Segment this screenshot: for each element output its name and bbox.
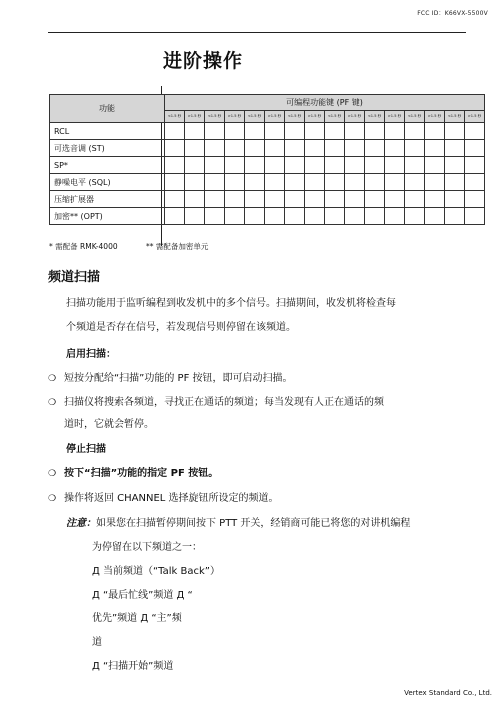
start-scan-heading: 启用扫描： <box>66 349 116 360</box>
table-cell <box>245 208 265 225</box>
table-cell <box>345 123 365 140</box>
header-rule <box>48 32 466 33</box>
function-name: 可选音调 (ST) <box>50 140 165 157</box>
option-line-1: Д 当前频道（“Talk Back”） <box>92 566 220 577</box>
table-cell <box>305 140 325 157</box>
table-cell <box>425 191 445 208</box>
function-name: RCL <box>50 123 165 140</box>
table-row <box>50 191 485 208</box>
intro-line-2: 个频道是否存在信号，若发现信号则停留在该频道。 <box>66 322 296 333</box>
note-text-2: 为停留在以下频道之一： <box>92 542 202 553</box>
table-cell <box>385 123 405 140</box>
table-cell <box>205 174 225 191</box>
start-bullet-1-text: 短按分配给“扫描”功能的 PF 按钮，即可启动扫描。 <box>64 373 293 384</box>
table-row <box>50 123 485 140</box>
table-cell <box>465 174 485 191</box>
table-cell <box>265 174 285 191</box>
table-cell <box>445 140 465 157</box>
press-duration-header: >1.5 秒 <box>305 110 325 122</box>
intro-line-1: 扫描功能用于监听编程到收发机中的多个信号。扫描期间，收发机将检查每 <box>66 298 396 309</box>
table-cell <box>365 174 385 191</box>
table-cell <box>285 191 305 208</box>
table-cell <box>285 174 305 191</box>
table-cell <box>245 174 265 191</box>
press-duration-header: <1.5 秒 <box>365 110 385 122</box>
table-cell <box>165 140 185 157</box>
table-cell <box>205 191 225 208</box>
table-cell <box>385 140 405 157</box>
table-cell <box>185 208 205 225</box>
table-cell <box>225 140 245 157</box>
table-cell <box>325 208 345 225</box>
pf-key-table <box>49 94 485 225</box>
table-cell <box>425 140 445 157</box>
table-cell <box>425 123 445 140</box>
note <box>66 514 410 529</box>
table-cell <box>285 157 305 174</box>
table-body <box>50 123 485 225</box>
start-bullet-1 <box>48 369 293 384</box>
table-cell <box>165 174 185 191</box>
table-cell <box>405 123 425 140</box>
table-cell <box>405 157 425 174</box>
table-cell <box>185 157 205 174</box>
press-duration-header: <1.5 秒 <box>245 110 265 122</box>
press-duration-header: >1.5 秒 <box>425 110 445 122</box>
table-cell <box>445 191 465 208</box>
table-cell <box>225 191 245 208</box>
table-cell <box>165 191 185 208</box>
table-cell <box>265 208 285 225</box>
table-cell <box>205 123 225 140</box>
table-cell <box>385 191 405 208</box>
table-cell <box>385 208 405 225</box>
stop-bullet-2-text: 操作将返回 CHANNEL 选择旋钮所设定的频道。 <box>64 493 279 504</box>
footnote-rmk: * 需配备 RMK-4000 <box>49 242 118 251</box>
start-bullet-2 <box>48 393 384 408</box>
table-cell <box>465 123 485 140</box>
table-cell <box>225 123 245 140</box>
press-duration-header: >1.5 秒 <box>225 110 245 122</box>
stop-bullet-1-text: 按下“扫描”功能的指定 PF 按钮。 <box>64 468 219 479</box>
table-cell <box>465 191 485 208</box>
fcc-id: FCC ID：K66VX-5500V <box>417 10 488 17</box>
table-cell <box>265 123 285 140</box>
footer-company: Vertex Standard Co., Ltd. <box>404 689 492 697</box>
table-cell <box>225 157 245 174</box>
table-cell <box>305 123 325 140</box>
table-cell <box>185 174 205 191</box>
bullet-circle-icon: ❍ <box>48 374 57 384</box>
table-cell <box>365 123 385 140</box>
table-cell <box>465 140 485 157</box>
table-cell <box>245 191 265 208</box>
option-line-4: 道 <box>92 637 102 648</box>
table-cell <box>425 174 445 191</box>
table-cell <box>465 208 485 225</box>
table-cell <box>465 157 485 174</box>
table-cell <box>425 208 445 225</box>
function-name: 加密** (OPT) <box>50 208 165 225</box>
table-cell <box>325 140 345 157</box>
table-cell <box>265 157 285 174</box>
table-row <box>50 140 485 157</box>
table-cell <box>205 140 225 157</box>
press-duration-header: <1.5 秒 <box>165 110 185 122</box>
table-cell <box>285 140 305 157</box>
table-cell <box>345 174 365 191</box>
table-cell <box>405 191 425 208</box>
table-cell <box>165 208 185 225</box>
table-cell <box>385 174 405 191</box>
table-row <box>50 174 485 191</box>
section-heading: 频道扫描 <box>48 270 101 285</box>
function-name: SP* <box>50 157 165 174</box>
option-line-5: Д “扫描开始”频道 <box>92 661 174 672</box>
table-cell <box>205 157 225 174</box>
table-row <box>50 208 485 225</box>
table-cell <box>305 191 325 208</box>
table-cell <box>385 157 405 174</box>
function-name: 压缩扩展器 <box>50 191 165 208</box>
table-cell <box>245 140 265 157</box>
table-cell <box>365 140 385 157</box>
table-cell <box>325 157 345 174</box>
bullet-circle-icon: ❍ <box>48 494 57 504</box>
table-cell <box>185 140 205 157</box>
option-line-3: 优先”频道 Д “主”频 <box>92 613 182 624</box>
table-cell <box>165 123 185 140</box>
column-header-function: 功能 <box>50 95 165 123</box>
table-cell <box>445 123 465 140</box>
table-cell <box>185 123 205 140</box>
table-cell <box>345 157 365 174</box>
stop-bullet-2 <box>48 489 279 504</box>
table-cell <box>405 174 425 191</box>
table-cell <box>265 191 285 208</box>
table-cell <box>165 157 185 174</box>
page-title: 进阶操作 <box>163 50 244 72</box>
press-duration-header: <1.5 秒 <box>285 110 305 122</box>
option-line-2: Д “最后忙线”频道 Д “ <box>92 590 193 601</box>
table-cell <box>365 208 385 225</box>
table-cell <box>205 208 225 225</box>
table-cell <box>445 174 465 191</box>
table-cell <box>285 208 305 225</box>
press-duration-header: >1.5 秒 <box>465 110 485 122</box>
stop-scan-heading: 停止扫描 <box>66 444 106 455</box>
table-cell <box>305 174 325 191</box>
footnotes <box>49 241 208 252</box>
start-bullet-2-continued: 道时，它就会暂停。 <box>64 419 154 430</box>
table-cell <box>245 157 265 174</box>
table-cell <box>365 157 385 174</box>
note-text: 如果您在扫描暂停期间按下 PTT 开关，经销商可能已将您的对讲机编程 <box>96 518 411 529</box>
press-duration-header: <1.5 秒 <box>405 110 425 122</box>
table-cell <box>185 191 205 208</box>
note-label: 注意： <box>66 518 96 529</box>
bullet-circle-icon: ❍ <box>48 469 57 479</box>
press-duration-header: <1.5 秒 <box>445 110 465 122</box>
bullet-circle-icon: ❍ <box>48 398 57 408</box>
table-cell <box>325 191 345 208</box>
table-cell <box>445 208 465 225</box>
table-cell <box>345 191 365 208</box>
press-duration-header: >1.5 秒 <box>185 110 205 122</box>
press-duration-header: <1.5 秒 <box>205 110 225 122</box>
press-duration-header: >1.5 秒 <box>345 110 365 122</box>
press-duration-header: <1.5 秒 <box>325 110 345 122</box>
start-bullet-2-text: 扫描仪将搜索各频道，寻找正在通话的频道；每当发现有人正在通话的频 <box>64 397 384 408</box>
table-cell <box>365 191 385 208</box>
press-duration-header: >1.5 秒 <box>265 110 285 122</box>
table-cell <box>345 140 365 157</box>
table-cell <box>405 208 425 225</box>
function-name: 静噪电平 (SQL) <box>50 174 165 191</box>
footnote-encryption: ** 需配备加密单元 <box>146 242 209 251</box>
table-cell <box>245 123 265 140</box>
column-header-pf: 可编程功能键 (PF 键) <box>165 95 485 111</box>
table-row <box>50 157 485 174</box>
table-cell <box>325 174 345 191</box>
stop-bullet-1 <box>48 464 218 479</box>
table-cell <box>265 140 285 157</box>
table-cell <box>345 208 365 225</box>
table-cell <box>325 123 345 140</box>
table-cell <box>225 174 245 191</box>
table-cell <box>405 140 425 157</box>
table-cell <box>285 123 305 140</box>
table-cell <box>305 157 325 174</box>
table-cell <box>425 157 445 174</box>
table-cell <box>305 208 325 225</box>
press-duration-header: >1.5 秒 <box>385 110 405 122</box>
table-cell <box>225 208 245 225</box>
table-cell <box>445 157 465 174</box>
